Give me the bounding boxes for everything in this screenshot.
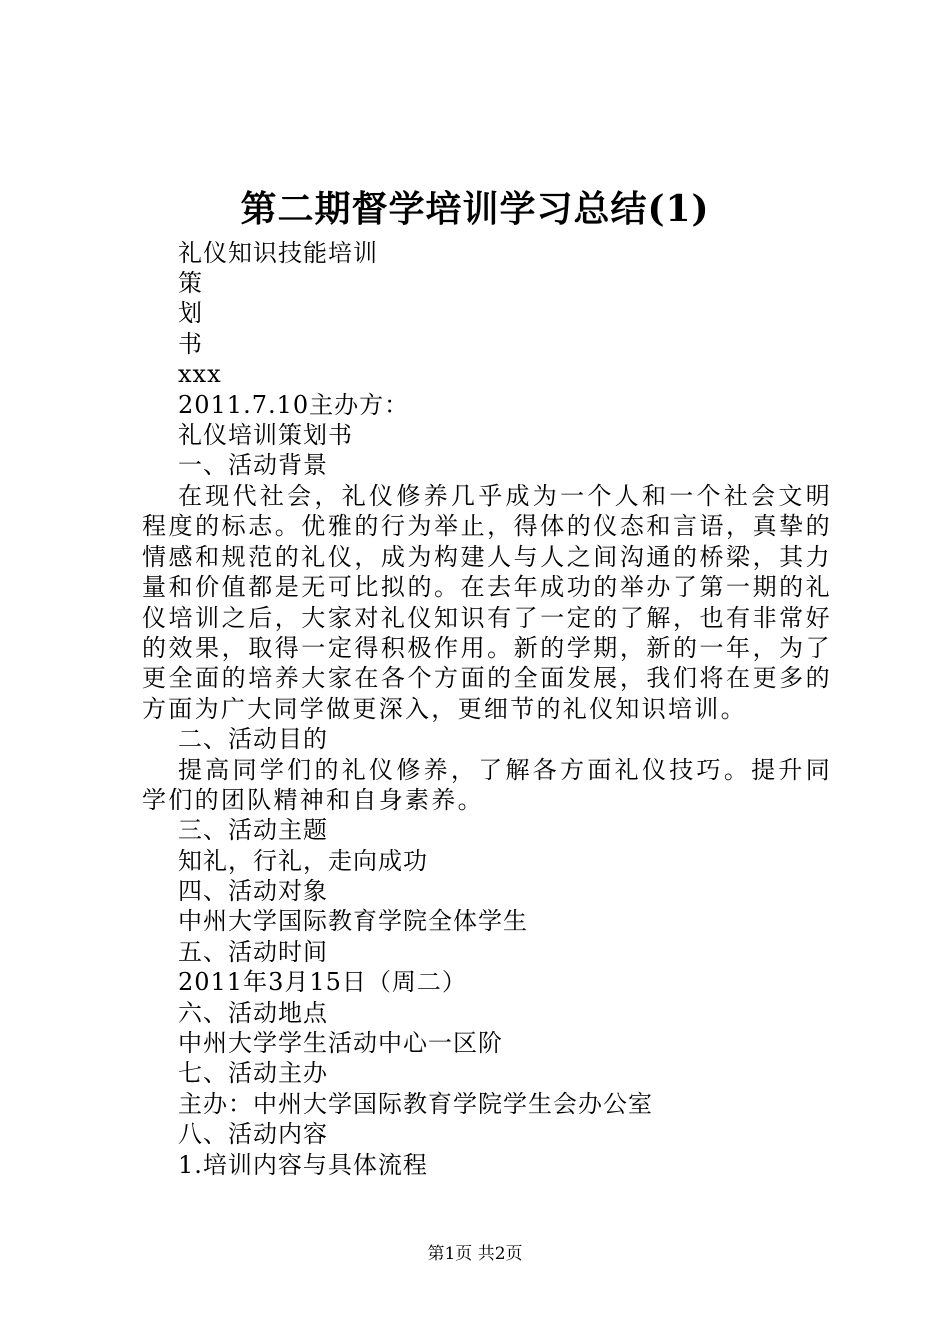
section-heading: 五、活动时间 xyxy=(178,938,328,966)
section-heading: 一、活动背景 xyxy=(178,451,328,479)
text-line: 主办：中州大学国际教育学院学生会办公室 xyxy=(178,1090,653,1118)
text-line: 2011.7.10主办方： xyxy=(178,391,410,419)
text-line: 书 xyxy=(178,330,203,358)
text-line: 知礼，行礼，走向成功 xyxy=(178,847,428,875)
section-heading: 六、活动地点 xyxy=(178,999,328,1027)
page-footer: 第1页 共2页 xyxy=(427,1244,523,1264)
paragraph-background: 在现代社会，礼仪修养几乎成为一个人和一个社会文明程度的标志。优雅的行为举止，得体的仪态和言语，真挚的情感和规范的礼仪，成为构建人与人之间沟通的桥梁，其力量和价值都是无可比拟的。在去年成功的举办了第一期的礼仪培训之后，大家对礼仪知识有了一定的了解，也有非常好的效果，取得一定得积极作用。新的学期，新的一年，为了更全面的培养大家在各个方面的全面发展，我们将在更多的方面为广大同学做更深入，更细节的礼仪知识培训。 xyxy=(142,482,832,723)
text-line: 策 xyxy=(178,269,203,297)
text-line: 1.培训内容与具体流程 xyxy=(178,1151,428,1179)
paragraph-goal: 提高同学们的礼仪修养，了解各方面礼仪技巧。提升同学们的团队精神和自身素养。 xyxy=(142,756,832,815)
text-line: 礼仪知识技能培训 xyxy=(178,239,378,267)
text-line: xxx xyxy=(178,360,222,388)
section-heading: 二、活动目的 xyxy=(178,725,328,753)
text-line: 中州大学国际教育学院全体学生 xyxy=(178,907,528,935)
text-line: 划 xyxy=(178,299,203,327)
document-title: 第二期督学培训学习总结(1) xyxy=(240,188,710,230)
text-line: 2011年3月15日（周二） xyxy=(178,968,467,996)
section-heading: 三、活动主题 xyxy=(178,816,328,844)
section-heading: 八、活动内容 xyxy=(178,1120,328,1148)
text-line: 礼仪培训策划书 xyxy=(178,421,353,449)
section-heading: 四、活动对象 xyxy=(178,877,328,905)
section-heading: 七、活动主办 xyxy=(178,1059,328,1087)
text-line: 中州大学学生活动中心一区阶 xyxy=(178,1029,503,1057)
